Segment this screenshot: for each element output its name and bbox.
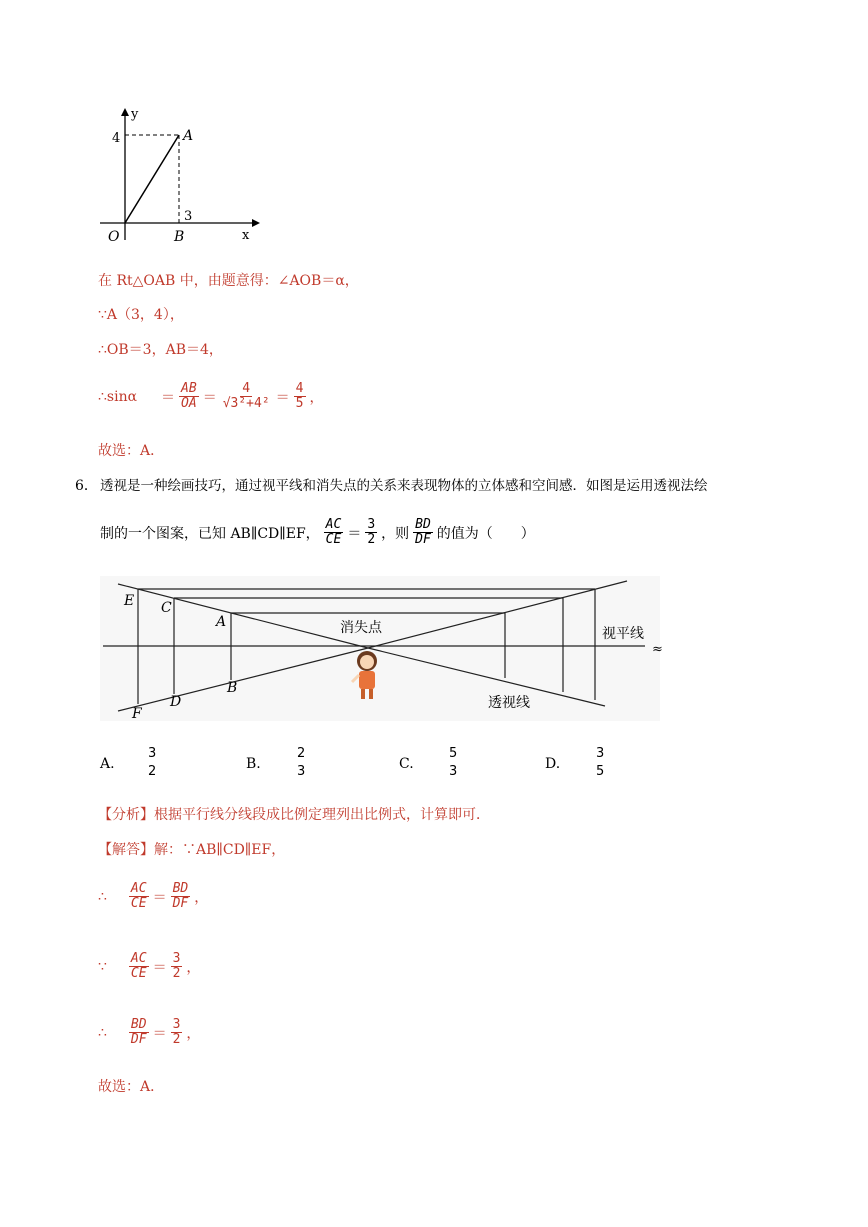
solution-step-1: ∴ $\frac{AC}{CE}$ ＝ $\frac{BD}{DF}$ ， [98,881,209,911]
answer-text: 解：∵AB∥CD∥EF， [154,842,286,858]
q6-line2-post: 的值为（ ） [436,525,535,542]
point-b-label: B [174,229,185,245]
label-a: A [216,614,227,630]
perspective-line-label: 透视线 [488,695,530,711]
x-axis-arrow [252,219,260,227]
fraction-3-2: $\frac{3}{2}$ [367,517,376,547]
y-axis-label: y [131,107,139,122]
sol5-sin-formula [98,382,324,411]
q6-number: 6． [75,478,98,494]
comma: ， [309,389,324,406]
label-c: C [161,600,172,616]
vanishing-point-label: 消失点 [340,620,382,636]
label-e: E [124,593,135,609]
origin-label: O [108,229,120,245]
tick-y-label: 4 [112,131,121,146]
answer-tag: 【解答】 [98,842,154,858]
option-d-fraction: 3 5 [596,746,605,779]
fraction-bd-df: $\frac{BD}{DF}$ [415,517,431,547]
q6-line1: 透视是一种绘画技巧，通过视平线和消失点的关系来表现物体的立体感和空间感．如图是运用透视法绘 [100,478,708,494]
option-b-label: B. [246,756,261,772]
horizon-line-label: 视平线 [602,626,644,642]
sol5-line1: 在 Rt△OAB 中，由题意得：∠AOB＝α， [98,273,359,289]
eq-sign: ＝ [202,389,217,406]
fraction-ac-ce: $\frac{AC}{CE}$ [325,517,342,547]
y-axis-arrow [121,108,129,116]
option-a-fraction: 3 2 [148,746,157,779]
approx-symbol: ≈ [652,642,663,657]
eq-sign: ＝ [347,525,362,542]
fraction-ab-oa: $\frac{AB}{OA}$ [181,381,197,411]
sol5-line2: ∵A（3，4）， [98,307,184,323]
point-a-label: A [183,128,194,144]
eq-sign: ＝ [161,389,176,406]
perspective-figure [100,576,670,724]
coordinate-figure [90,100,270,250]
final-choice: 故选：A． [98,1079,165,1095]
sol5-line3: ∴OB＝3，AB＝4， [98,342,223,358]
answer-line [98,841,285,859]
sin-prefix: ∴sinα [98,388,138,405]
fraction-4-sqrt: $\frac{4}{\text{√3²+4²}}$ [222,381,270,411]
solution-step-2: ∵ $\frac{AC}{CE}$ ＝ $\frac{3}{2}$ ， [98,951,201,981]
option-c-label: C. [399,756,414,772]
segment-oa [125,135,179,223]
tick-x-label: 3 [184,209,193,224]
x-axis-label: x [242,228,250,243]
analysis-line [98,806,490,824]
option-b-fraction: 2 3 [297,746,306,779]
fraction-4-5: $\frac{4}{5}$ [295,381,304,411]
analysis-text: 根据平行线分线段成比例定理列出比例式，计算即可． [154,807,490,823]
option-d-label: D. [545,756,561,772]
eq-sign: ＝ [275,389,290,406]
q6-line2-pre: 制的一个图案，已知 AB∥CD∥EF， [100,525,320,542]
label-b: B [227,680,238,696]
option-a-label: A. [100,756,115,772]
q6-line2 [100,518,535,547]
q6-then: ，则 [381,525,410,542]
option-c-fraction: 5 3 [449,746,458,779]
label-f: F [132,706,142,722]
solution-step-3: ∴ $\frac{BD}{DF}$ ＝ $\frac{3}{2}$ ， [98,1017,201,1047]
label-d: D [170,694,182,710]
analysis-tag: 【分析】 [98,807,154,823]
sol5-choice: 故选：A． [98,443,165,459]
